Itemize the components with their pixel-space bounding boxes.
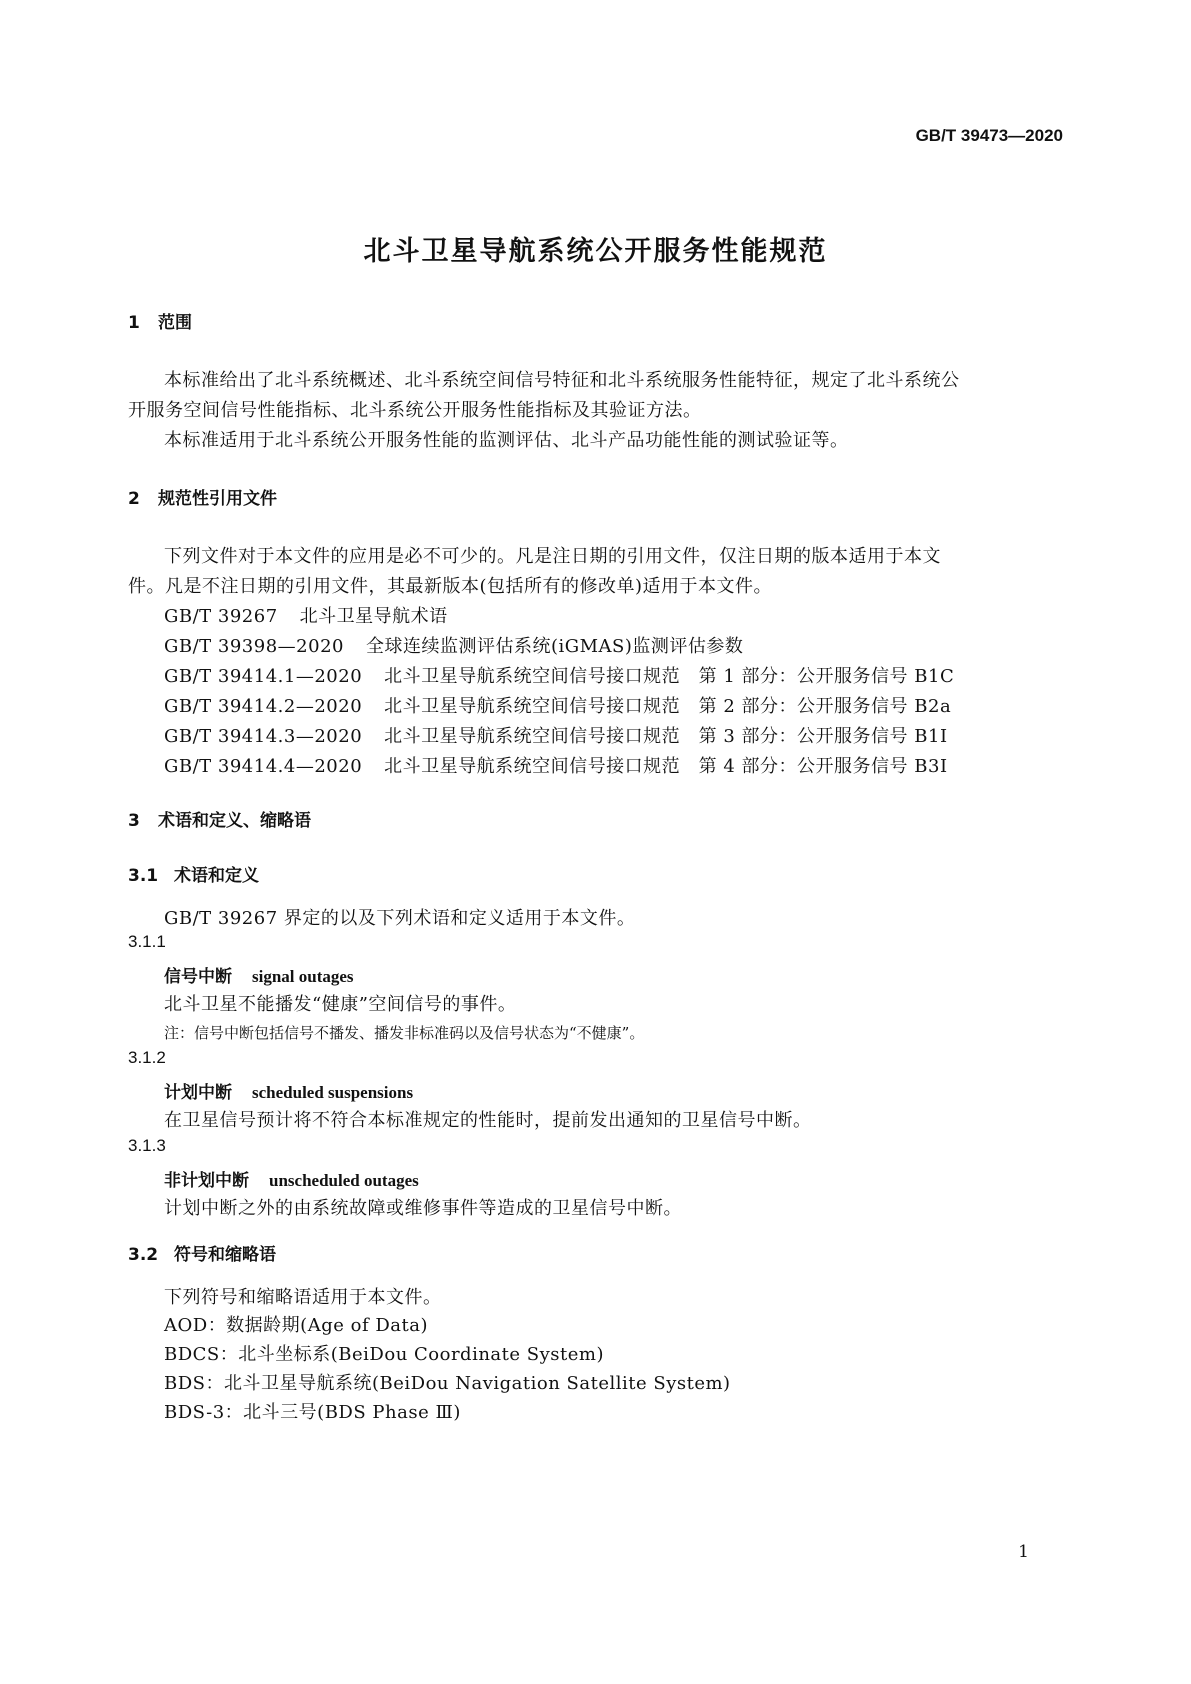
reference-item [164,722,948,748]
term-english: scheduled suspensions [252,1083,414,1102]
section-2-para-line2: 件。凡是不注日期的引用文件，其最新版本(包括所有的修改单)适用于本文件。 [128,576,773,597]
term-chinese: 信号中断 [164,967,232,987]
section-number: 3 [128,811,140,831]
section-1-para2: 本标准适用于北斗系统公开服务性能的监测评估、北斗产品功能性能的测试验证等。 [164,430,849,451]
section-title: 范围 [158,313,192,333]
subsection-3-1-intro: GB/T 39267 界定的以及下列术语和定义适用于本文件。 [164,908,636,929]
section-title: 规范性引用文件 [158,489,277,509]
term-number: 3.1.1 [128,932,166,951]
section-title: 术语和定义、缩略语 [158,811,311,831]
term-note: 注：信号中断包括信号不播发、播发非标准码以及信号状态为“不健康”。 [164,1024,645,1042]
section-1-heading [128,308,192,333]
reference-title: 北斗卫星导航系统空间信号接口规范 第 4 部分：公开服务信号 B3I [384,756,948,777]
subsection-3-1-heading [128,861,259,886]
subsection-3-2-heading [128,1240,276,1265]
reference-title: 北斗卫星导航系统空间信号接口规范 第 2 部分：公开服务信号 B2a [384,696,952,717]
term-heading [164,1078,413,1103]
term-heading [164,1166,419,1191]
document-title: 北斗卫星导航系统公开服务性能规范 [363,236,828,267]
section-number: 2 [128,489,140,509]
reference-code: GB/T 39414.4—2020 [164,756,363,777]
subsection-title: 符号和缩略语 [174,1245,276,1265]
reference-title: 北斗卫星导航系统空间信号接口规范 第 1 部分：公开服务信号 B1C [384,666,955,687]
reference-item [164,752,948,778]
section-1-para1-line2: 开服务空间信号性能指标、北斗系统公开服务性能指标及其验证方法。 [128,400,702,421]
subsection-number: 3.1 [128,866,159,886]
term-chinese: 非计划中断 [164,1171,249,1191]
reference-item [164,632,743,658]
term-definition: 计划中断之外的由系统故障或维修事件等造成的卫星信号中断。 [164,1198,682,1219]
term-number: 3.1.3 [128,1136,166,1155]
abbreviation-item: AOD：数据龄期(Age of Data) [164,1315,428,1336]
page-number: 1 [1018,1542,1029,1562]
reference-code: GB/T 39414.1—2020 [164,666,363,687]
reference-title: 北斗卫星导航系统空间信号接口规范 第 3 部分：公开服务信号 B1I [384,726,948,747]
reference-code: GB/T 39267 [164,606,278,627]
reference-code: GB/T 39414.2—2020 [164,696,363,717]
term-heading [164,962,354,987]
subsection-number: 3.2 [128,1245,159,1265]
section-2-para-line1: 下列文件对于本文件的应用是必不可少的。凡是注日期的引用文件，仅注日期的版本适用于本文 [164,546,941,567]
term-definition: 北斗卫星不能播发“健康”空间信号的事件。 [164,994,517,1015]
reference-code: GB/T 39414.3—2020 [164,726,363,747]
reference-title: 北斗卫星导航术语 [299,606,448,627]
subsection-3-2-intro: 下列符号和缩略语适用于本文件。 [164,1287,442,1308]
reference-item [164,662,954,688]
term-definition: 在卫星信号预计将不符合本标准规定的性能时，提前发出通知的卫星信号中断。 [164,1110,812,1131]
term-chinese: 计划中断 [164,1083,232,1103]
abbreviation-item: BDS：北斗卫星导航系统(BeiDou Navigation Satellite System) [164,1373,731,1394]
reference-item [164,602,448,628]
abbreviation-item: BDCS：北斗坐标系(BeiDou Coordinate System) [164,1344,604,1365]
reference-title: 全球连续监测评估系统(iGMAS)监测评估参数 [365,636,744,657]
term-english: unscheduled outages [269,1171,419,1190]
section-3-heading [128,806,311,831]
term-english: signal outages [252,967,354,986]
abbreviation-item: BDS-3：北斗三号(BDS Phase Ⅲ) [164,1402,461,1423]
reference-item [164,692,951,718]
section-1-para1-line1: 本标准给出了北斗系统概述、北斗系统空间信号特征和北斗系统服务性能特征，规定了北斗系统公 [164,370,960,391]
standard-code: GB/T 39473—2020 [915,126,1063,145]
reference-code: GB/T 39398—2020 [164,636,344,657]
section-number: 1 [128,313,140,333]
section-2-heading [128,484,277,509]
term-number: 3.1.2 [128,1048,166,1067]
subsection-title: 术语和定义 [174,866,259,886]
